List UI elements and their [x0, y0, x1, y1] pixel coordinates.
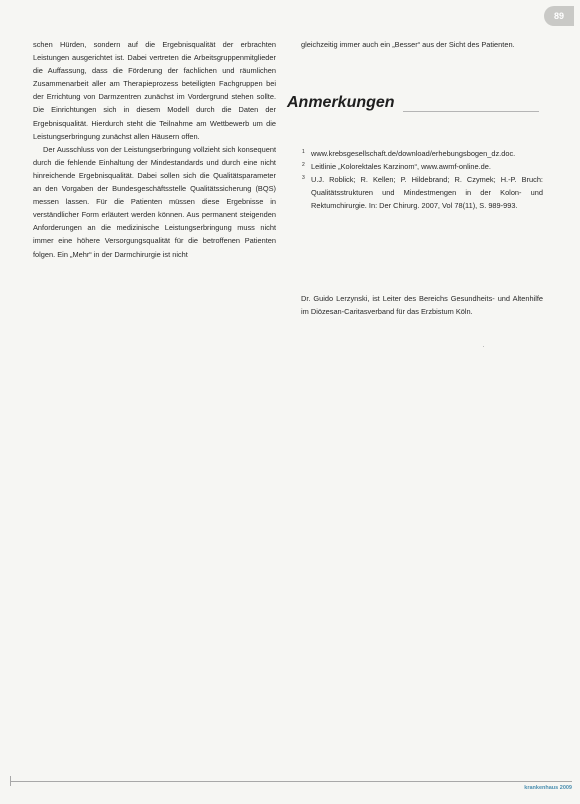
- note-number: 3: [302, 175, 305, 182]
- footer-label: krankenhaus 2009: [524, 785, 572, 791]
- note-number: 2: [302, 162, 305, 169]
- body-paragraph: schen Hürden, sondern auf die Ergebnisqualität der erbrachten Leistungen ausgerichtet ist. Dabei vertreten die Arbeitsgruppenmitglieder die Auffassung, dass die Förderung der fachlichen und räumlichen Zusammenarbeit aller am Therapieprozess beteiligten Fachgruppen bei der Errichtung von Darmzentren zunächst im Vordergrund stehen sollte. Die Einrichtungen sich in diesem Modell durch die Daten der Ergebnisqualität. Hierdurch steht die Teilnahme am Wettbewerb um die Leistungserbringung zunächst allen Häusern offen.: [33, 40, 276, 141]
- heading-rule: [403, 111, 539, 112]
- note-item: [301, 147, 543, 160]
- note-item: [301, 160, 543, 173]
- note-item: [301, 173, 543, 212]
- note-text: www.krebsgesellschaft.de/download/erhebungsbogen_dz.doc.: [311, 149, 516, 158]
- notes-heading-block: [287, 94, 543, 118]
- author-bio: Dr. Guido Lerzynski, ist Leiter des Bereichs Gesundheits- und Altenhilfe im Diözesan-Caritasverband für das Erzbistum Köln.: [301, 294, 543, 317]
- right-text-column: [301, 38, 543, 51]
- notes-heading: Anmerkungen: [287, 94, 395, 111]
- notes-list: [301, 147, 543, 212]
- note-text: U.J. Roblick; R. Kellen; P. Hildebrand; R. Czymek; H.-P. Bruch: Qualitätsstrukturen und Mindestmengen in der Kolon- und Rektumchirurgie. In: Der Chirurg. 2007, Vol 78(11), S. 989-993.: [311, 175, 543, 211]
- footer-rule: [10, 781, 572, 782]
- body-paragraph-continued: gleichzeitig immer auch ein „Besser“ aus der Sicht des Patienten.: [301, 40, 515, 49]
- note-number: 1: [302, 149, 305, 155]
- left-text-column: [33, 38, 276, 261]
- note-text: Leitlinie „Kolorektales Karzinom“, www.awmf-online.de.: [311, 162, 491, 172]
- page-number-badge: 89: [544, 6, 574, 26]
- scan-speck: [483, 346, 484, 347]
- body-paragraph: Der Ausschluss von der Leistungserbringung vollzieht sich konsequent durch die fehlende Einhaltung der Mindestandards und durch eine nicht hinreichende Ergebnisqualität. Dabei sollen sich die Qualitätsparameter an den Vorgaben der Bundesgeschäftsstelle Qualitätssicherung (BQS) messen lassen. Für die Patienten müssen diese Ergebnisse in verständlicher Form erläutert werden können. Aus permanent steigenden Anforderungen an die medizinische Leistungserbringung muss nicht immer eine höhere Versorgungsqualität für die betroffenen Patienten folgen. Ein „Mehr“ in der Darmchirurgie ist nicht: [33, 144, 276, 259]
